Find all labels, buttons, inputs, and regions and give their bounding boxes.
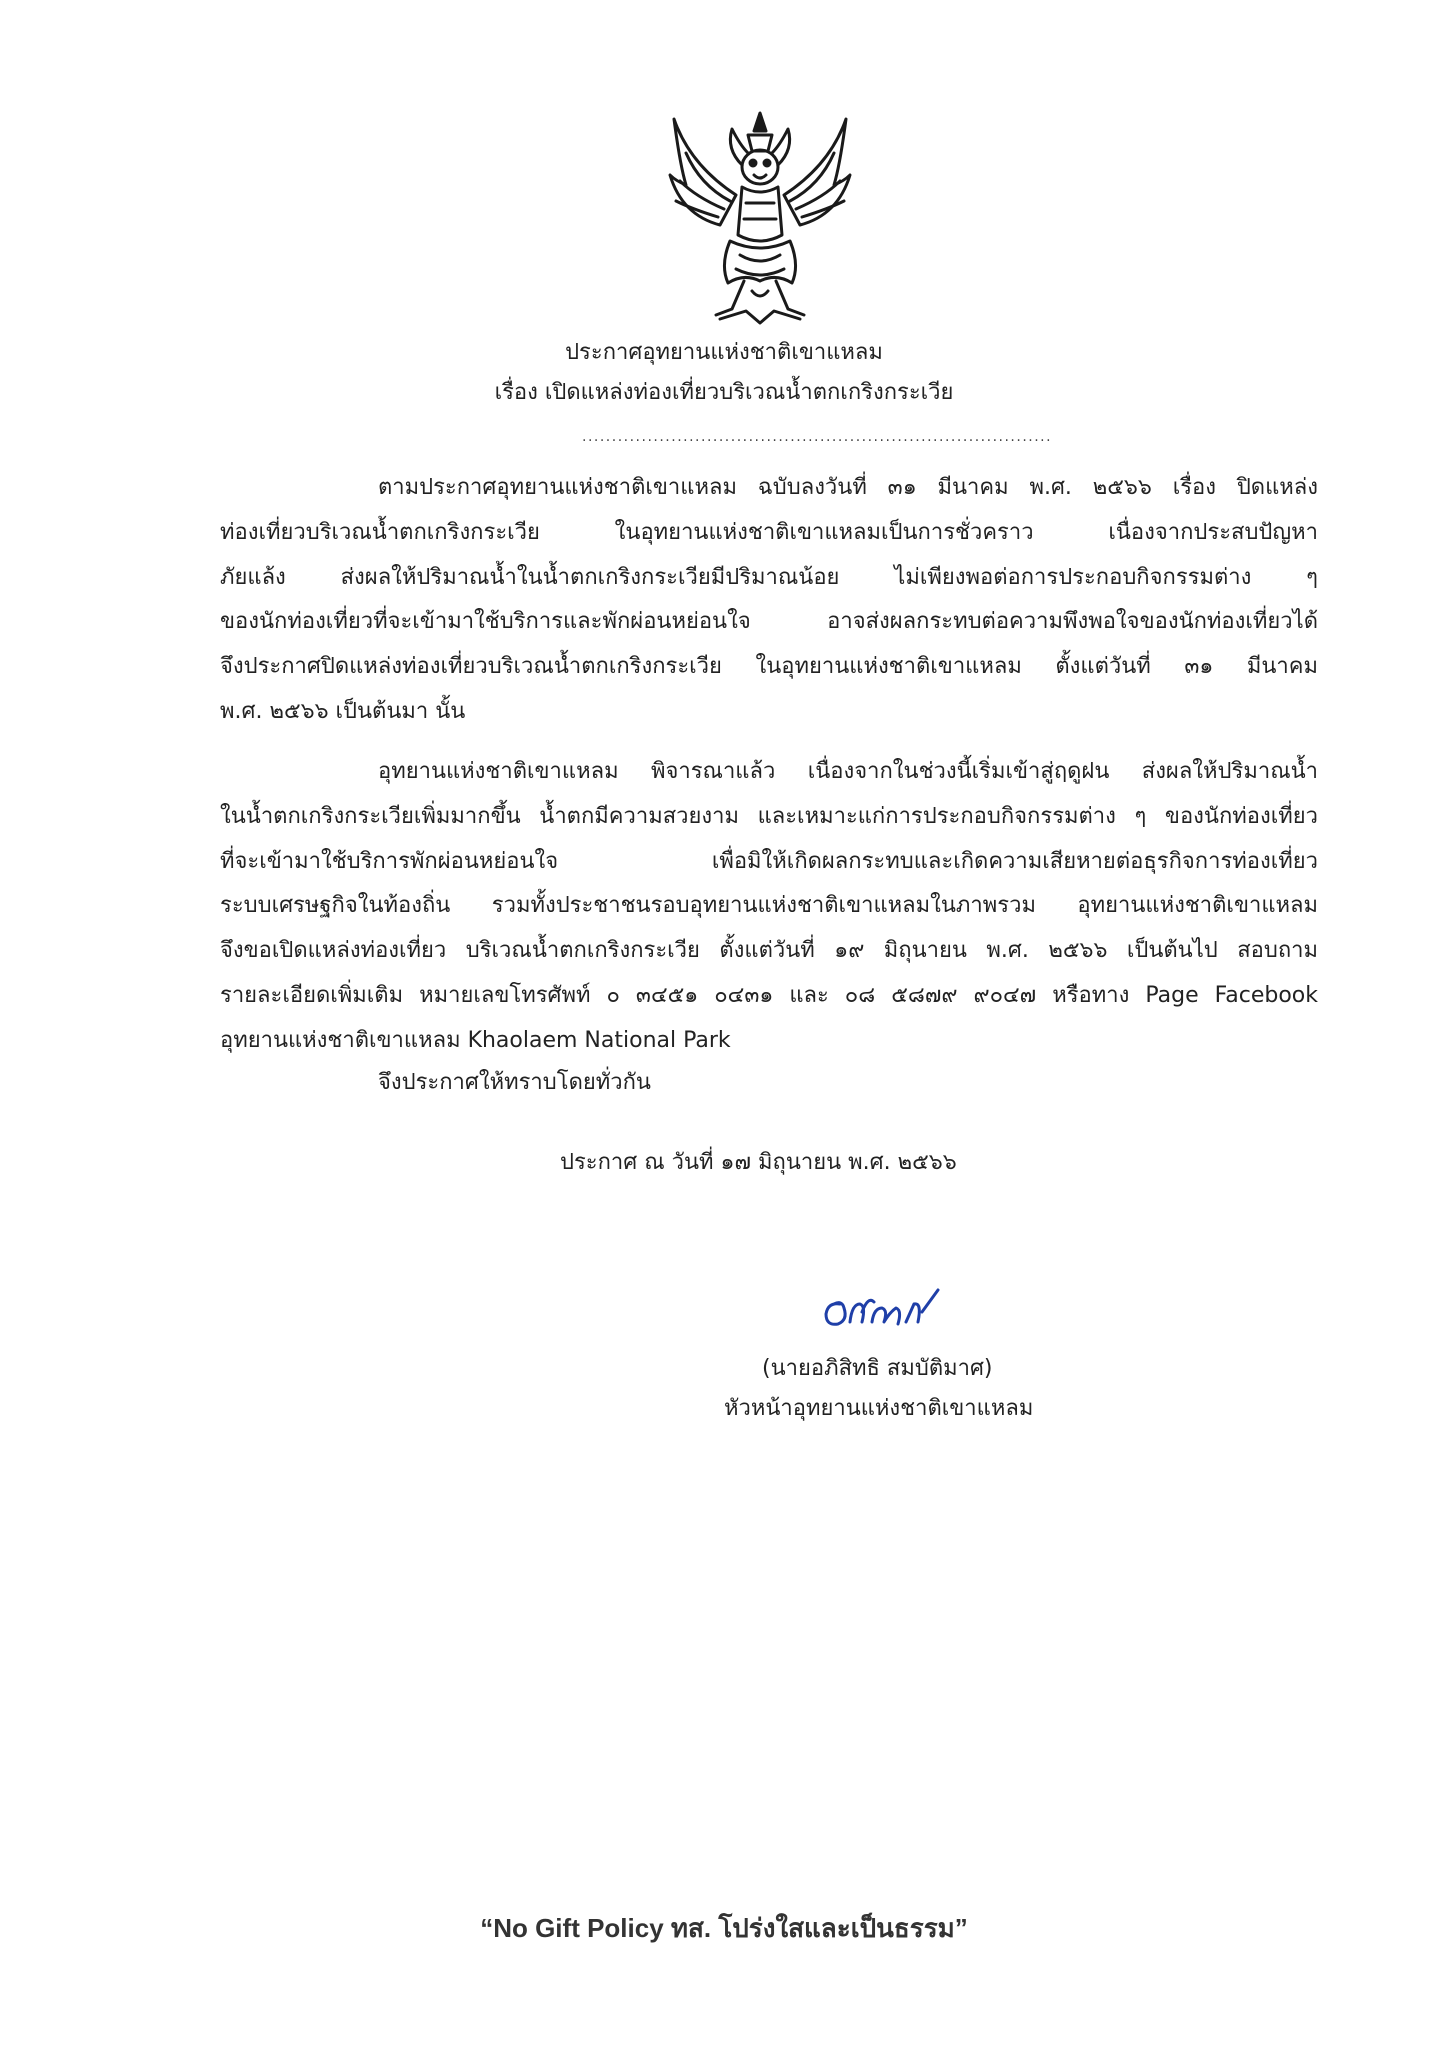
garuda-emblem-icon [660,105,860,330]
paragraph-line: ที่จะเข้ามาใช้บริการพักผ่อนหย่อนใจ เพื่อมิให้เกิดผลกระทบและเกิดความเสียหายต่อธุรกิจการท่องเที่ยว [220,848,1318,874]
separator-line: ............................................................................... [582,429,1053,445]
paragraph-line: รายละเอียดเพิ่มเติม หมายเลขโทรศัพท์ ๐ ๓๔๕๑ ๐๔๓๑ และ ๐๘ ๕๘๗๙ ๙๐๔๗ หรือทาง Page Facebook [220,982,1318,1008]
signer-name: (นายอภิสิทธิ สมบัติมาศ) [762,1356,993,1381]
announcement-title: ประกาศอุทยานแห่งชาติเขาแหลม [565,340,883,365]
body-paragraph-1 [220,466,1318,735]
paragraph-line: ท่องเที่ยวบริเวณน้ำตกเกริงกระเวีย ในอุทยานแห่งชาติเขาแหลมเป็นการชั่วคราว เนื่องจากประสบปัญหา [220,519,1318,545]
paragraph-line: ตามประกาศอุทยานแห่งชาติเขาแหลม ฉบับลงวันที่ ๓๑ มีนาคม พ.ศ. ๒๕๖๖ เรื่อง ปิดแหล่ง [378,475,1318,500]
body-paragraph-2 [220,750,1318,1064]
paragraph-line: จึงขอเปิดแหล่งท่องเที่ยว บริเวณน้ำตกเกริงกระเวีย ตั้งแต่วันที่ ๑๙ มิถุนายน พ.ศ. ๒๕๖๖ เป็นต้นไป สอบถาม [220,938,1318,964]
paragraph-line: ในน้ำตกเกริงกระเวียเพิ่มมากขึ้น น้ำตกมีความสวยงาม และเหมาะแก่การประกอบกิจกรรมต่าง ๆ ของนักท่องเที่ยว [220,803,1318,829]
announcement-subject: เรื่อง เปิดแหล่งท่องเที่ยวบริเวณน้ำตกเกริงกระเวีย [494,380,954,405]
paragraph-line: อุทยานแห่งชาติเขาแหลม Khaolaem National Park [220,1027,731,1053]
no-gift-policy-footer: “No Gift Policy ทส. โปร่งใสและเป็นธรรม” [480,1913,968,1943]
paragraph-line: ภัยแล้ง ส่งผลให้ปริมาณน้ำในน้ำตกเกริงกระเวียมีปริมาณน้อย ไม่เพียงพอต่อการประกอบกิจกรรมต่าง ๆ [220,564,1318,590]
paragraph-line: ของนักท่องเที่ยวที่จะเข้ามาใช้บริการและพักผ่อนหย่อนใจ อาจส่งผลกระทบต่อความพึงพอใจของนักท่องเที่ยวได้ [220,609,1318,635]
paragraph-line: พ.ศ. ๒๕๖๖ เป็นต้นมา นั้น [220,698,466,724]
paragraph-line: จึงประกาศปิดแหล่งท่องเที่ยวบริเวณน้ำตกเกริงกระเวีย ในอุทยานแห่งชาติเขาแหลม ตั้งแต่วันที่ ๓๑ มีนาคม [220,654,1318,680]
signer-position: หัวหน้าอุทยานแห่งชาติเขาแหลม [724,1396,1034,1421]
paragraph-line: อุทยานแห่งชาติเขาแหลม พิจารณาแล้ว เนื่องจากในช่วงนี้เริ่มเข้าสู่ฤดูฝน ส่งผลให้ปริมาณน้ำ [378,759,1318,784]
announcement-date: ประกาศ ณ วันที่ ๑๗ มิถุนายน พ.ศ. ๒๕๖๖ [560,1150,957,1175]
paragraph-line: ระบบเศรษฐกิจในท้องถิ่น รวมทั้งประชาชนรอบอุทยานแห่งชาติเขาแหลมในภาพรวม อุทยานแห่งชาติเขาแหลม [220,893,1318,919]
closing-statement: จึงประกาศให้ทราบโดยทั่วกัน [378,1070,651,1095]
handwritten-signature [818,1282,948,1337]
